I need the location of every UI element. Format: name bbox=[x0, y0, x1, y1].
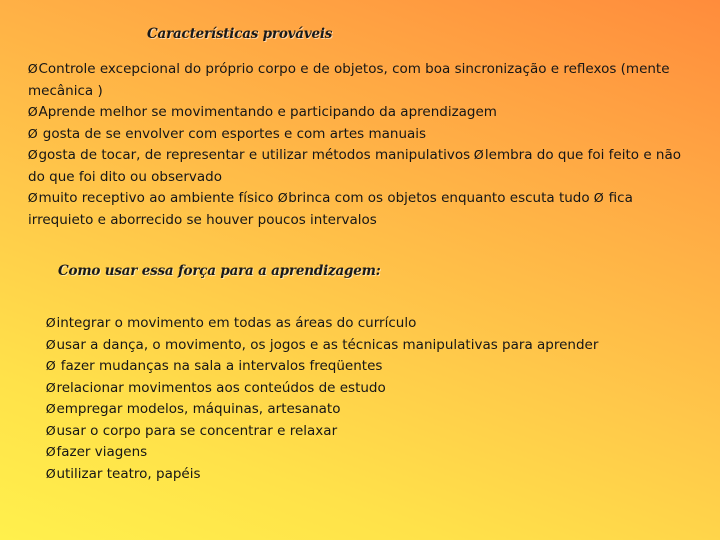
arrow-bullet-icon: Ø bbox=[45, 466, 56, 481]
arrow-bullet-icon: Ø bbox=[27, 126, 38, 141]
arrow-bullet-icon: Ø bbox=[45, 316, 56, 330]
list-item-text: integrar o movimento em todas as áreas do currículo bbox=[56, 315, 417, 331]
list-item bbox=[46, 399, 686, 421]
list-item-text: empregar modelos, máquinas, artesanato bbox=[56, 401, 341, 417]
characteristic-text: muito receptivo ao ambiente físico bbox=[38, 190, 278, 206]
list-item bbox=[46, 335, 686, 357]
characteristic-text: fica irrequieto e aborrecido se houver poucos intervalos bbox=[28, 190, 633, 228]
characteristic-text: Controle excepcional do próprio corpo e de objetos, com boa sincronização e reflexos (mente mecânica ) bbox=[28, 61, 670, 99]
arrow-bullet-icon: Ø bbox=[474, 148, 485, 162]
arrow-bullet-icon: Ø bbox=[45, 359, 56, 373]
list-item-text: fazer viagens bbox=[56, 444, 148, 460]
arrow-bullet-icon: Ø bbox=[593, 191, 604, 205]
list-item bbox=[46, 442, 686, 464]
arrow-bullet-icon: Ø bbox=[45, 337, 56, 352]
how-to-use-list bbox=[46, 313, 686, 485]
section-title-characteristics: Características prováveis bbox=[147, 26, 333, 42]
arrow-bullet-icon: Ø bbox=[27, 148, 38, 162]
list-item bbox=[46, 378, 686, 400]
characteristic-text: brinca com os objetos enquanto escuta tudo bbox=[288, 190, 594, 206]
list-item-text: utilizar teatro, papéis bbox=[56, 465, 201, 482]
characteristic-text: gosta de se envolver com esportes e com artes manuais bbox=[38, 125, 427, 142]
arrow-bullet-icon: Ø bbox=[27, 105, 38, 119]
list-item bbox=[46, 421, 686, 443]
list-item-text: relacionar movimentos aos conteúdos de estudo bbox=[56, 379, 386, 396]
characteristic-text: Aprende melhor se movimentando e participando da aprendizagem bbox=[38, 104, 497, 120]
arrow-bullet-icon: Ø bbox=[45, 380, 56, 395]
arrow-bullet-icon: Ø bbox=[277, 191, 288, 205]
arrow-bullet-icon: Ø bbox=[27, 191, 38, 205]
list-item bbox=[46, 464, 686, 486]
arrow-bullet-icon: Ø bbox=[27, 62, 38, 76]
arrow-bullet-icon: Ø bbox=[45, 423, 56, 438]
list-item-text: usar a dança, o movimento, os jogos e as técnicas manipulativas para aprender bbox=[56, 336, 599, 353]
characteristic-text: lembra do que foi feito e não do que foi dito ou observado bbox=[28, 147, 682, 185]
arrow-bullet-icon: Ø bbox=[45, 445, 56, 459]
list-item-text: usar o corpo para se concentrar e relaxar bbox=[56, 422, 338, 439]
arrow-bullet-icon: Ø bbox=[45, 402, 56, 416]
characteristic-text: gosta de tocar, de representar e utilizar métodos manipulativos bbox=[38, 147, 475, 163]
list-item-text: fazer mudanças na sala a intervalos freqüentes bbox=[56, 358, 383, 374]
list-item bbox=[46, 313, 686, 335]
section-title-how-to-use: Como usar essa força para a aprendizagem: bbox=[58, 263, 381, 279]
list-item bbox=[46, 356, 686, 378]
characteristics-paragraph bbox=[28, 59, 688, 231]
